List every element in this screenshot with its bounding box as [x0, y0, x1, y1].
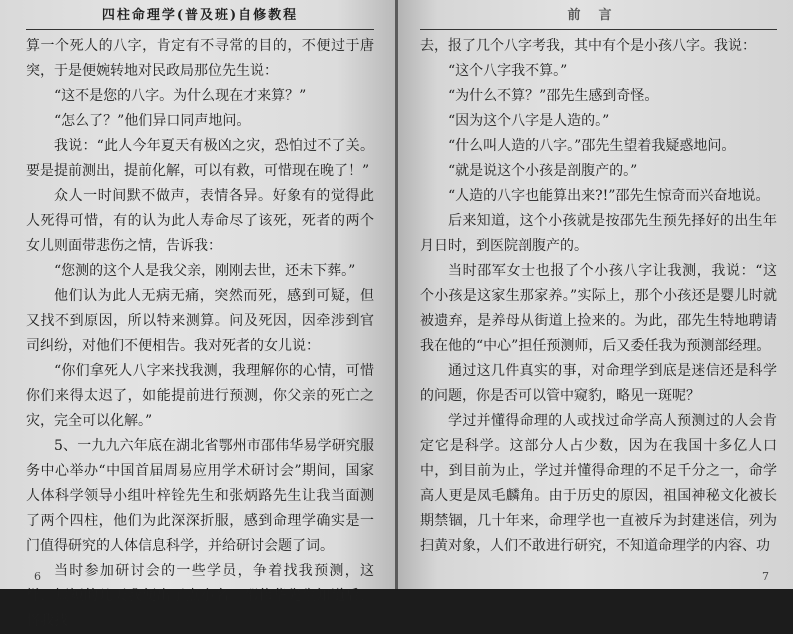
- paragraph: “就是说这个小孩是剖腹产的。”: [448, 163, 638, 179]
- paragraph: 去，报了几个八字考我，其中有个是小孩八字。我说：: [420, 38, 756, 54]
- paragraph: 5、一九九六年底在湖北省鄂州市邵伟华易学研究服务中心举办“中国首届周易应用学术研讨会”期间，国家人体科学领导小组叶梓铨先生和张炳路先生让我当面测了两个四柱，他们为此深深折服，感到命理学确实是一门值得研究的人体信息科学，并给研讨会题了词。: [26, 438, 374, 554]
- paragraph: 算一个死人的八字，肯定有不寻常的目的，不便过于唐突，于是便婉转地对民政局那位先生说：: [26, 38, 374, 79]
- paragraph: “怎么了？”他们异口同声地问。: [54, 113, 251, 129]
- paragraph: 当时邵军女士也报了个小孩八字让我测，我说：“这个小孩是这家生那家养。”实际上，那个小孩还是婴儿时就被遗弃，是养母从街道上捡来的。为此，邵先生特地聘请我在他的“中心”担任预测师，后又委任我为预测部经理。: [420, 263, 777, 354]
- right-page: [398, 0, 793, 589]
- paragraph: “这不是您的八字。为什么现在才来算？”: [54, 88, 307, 104]
- paragraph: 我说：“此人今年夏天有极凶之灾，恐怕过不了关。要是提前测出，提前化解，可以有救，可惜现在晚了！”: [26, 138, 374, 179]
- paragraph: 当时参加研讨会的一些学员，争着找我预测，这样，短短的几天我便出了点小名。邵伟华先生知道后，将我找: [26, 563, 374, 629]
- left-page-header: 四柱命理学(普及班)自修教程: [26, 6, 374, 30]
- left-page-number: 6: [34, 570, 41, 583]
- left-page: [0, 0, 396, 629]
- paragraph: “什么叫人造的八字。”邵先生望着我疑惑地问。: [448, 138, 736, 154]
- right-page-body: [420, 34, 777, 559]
- paragraph: “这个八字我不算。”: [448, 63, 568, 79]
- paragraph: 学过并懂得命理的人或找过命学高人预测过的人会肯定它是科学。这部分人占少数，因为在我国十多亿人口中，到目前为止，学过并懂得命理的不足千分之一，命学高人更是凤毛麟角。由于历史的原因，祖国神秘文化被长期禁锢，几十年来，命理学也一直被斥为封建迷信，列为扫黄对象，人们不敢进行研究，不知道命理学的内容、功: [420, 413, 777, 554]
- paragraph: “你们拿死人八字来找我测，我理解你的心情，可惜你们来得太迟了，如能提前进行预测，你父亲的死亡之灾，完全可以化解。”: [26, 363, 374, 429]
- right-page-header: 前言: [420, 6, 777, 30]
- paragraph: 后来知道，这个小孩就是按邵先生预先择好的出生年月日时，到医院剖腹产的。: [420, 213, 777, 254]
- paragraph: 他们认为此人无病无痛，突然而死，感到可疑，但又找不到原因，所以特来测算。问及死因，因牵涉到官司纠纷，对他们不便相告。我对死者的女儿说：: [26, 288, 374, 354]
- paragraph: 众人一时间默不做声，表情各异。好象有的觉得此人死得可惜，有的认为此人寿命尽了该死，死者的两个女儿则面带悲伤之情，告诉我：: [26, 188, 374, 254]
- paragraph: 通过这几件真实的事，对命理学到底是迷信还是科学的问题，你是否可以管中窥豹，略见一斑呢？: [420, 363, 777, 404]
- right-page-number: 7: [762, 570, 769, 583]
- paragraph: “因为这个八字是人造的。”: [448, 113, 610, 129]
- paragraph: “您测的这个人是我父亲，刚刚去世，还未下葬。”: [54, 263, 356, 279]
- paragraph: “为什么不算？”邵先生感到奇怪。: [448, 88, 659, 104]
- left-page-body: [26, 34, 374, 634]
- paragraph: “人造的八字也能算出来?!”邵先生惊奇而兴奋地说。: [448, 188, 770, 204]
